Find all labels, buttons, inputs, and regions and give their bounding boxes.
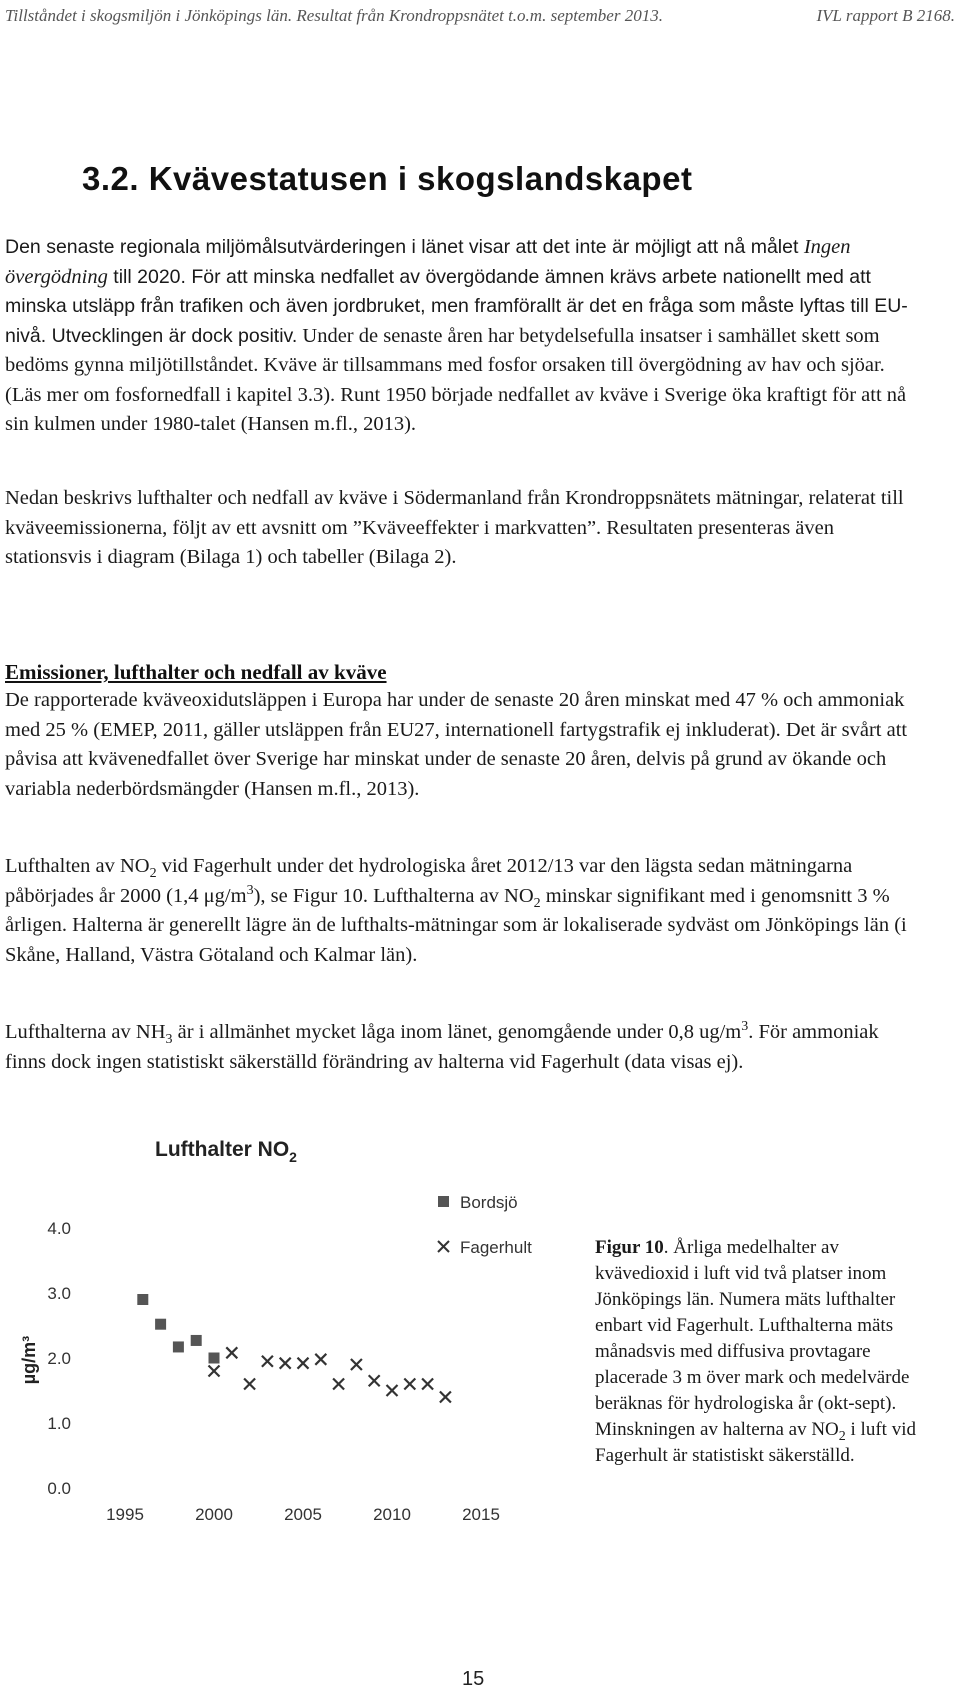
bordsjo-point bbox=[209, 1353, 220, 1364]
fagerhult-point bbox=[387, 1385, 398, 1396]
fagerhult-point bbox=[280, 1358, 291, 1369]
p5-sub1: 3 bbox=[165, 1032, 173, 1048]
paragraph-no2 bbox=[5, 852, 910, 970]
p5-b: är i allmänhet mycket låga inom länet, genomgående under 0,8 ug/m bbox=[172, 1021, 742, 1043]
y-axis-ticks bbox=[47, 1219, 71, 1498]
y-axis-label: µg/m³ bbox=[19, 1335, 39, 1385]
figure-caption bbox=[595, 1235, 925, 1469]
data-points bbox=[137, 1294, 451, 1403]
paragraph-intro-italic: Ingen övergödning bbox=[5, 236, 851, 288]
caption-text2: i luft vid Fagerhult är statistiskt säkerställd. bbox=[595, 1419, 916, 1466]
fagerhult-point bbox=[369, 1375, 380, 1386]
fagerhult-point bbox=[298, 1358, 309, 1369]
p5-sup1: 3 bbox=[741, 1019, 749, 1035]
caption-text: . Årliga medelhalter av kvävedioxid i luft vid två platser inom Jönköpings län. Numera mäts lufthalter enbart vid Fagerhult. Lufthalterna mäts månadsvis med diffusiva provtagare placerade 3 m över mark och medelvärde beräknas för hydrologiska år (okt-sept). Minskningen av halterna av NO bbox=[595, 1237, 910, 1440]
caption-sub: 2 bbox=[838, 1428, 846, 1444]
legend-x-marker bbox=[438, 1241, 449, 1252]
x-tick-label: 2015 bbox=[462, 1505, 500, 1524]
section-title: 3.2. Kvävestatusen i skogslandskapet bbox=[82, 160, 693, 197]
p4-c: ), se Figur 10. Lufthalterna av NO bbox=[253, 884, 534, 907]
fagerhult-point bbox=[244, 1379, 255, 1390]
y-tick-label: 2.0 bbox=[47, 1349, 71, 1368]
p4-sub1: 2 bbox=[149, 866, 157, 882]
x-tick-label: 2000 bbox=[195, 1505, 233, 1524]
paragraph-intro-c: Under de senaste åren har betydelsefulla insatser i samhället skett som bedöms gynna miljötillståndet. Kväve är tillsammans med fosfor orsaken till övergödning av hav och sjöar. (Läs mer om fosfornedfall i kapitel 3.3). Runt 1950 började nedfallet av kväve i Sverige öka kraftigt för att nå sin kulmen under 1980-talet (Hansen m.fl., 2013). bbox=[5, 324, 907, 435]
y-tick-label: 4.0 bbox=[47, 1219, 71, 1238]
bordsjo-point bbox=[155, 1319, 166, 1330]
bordsjo-point bbox=[173, 1341, 184, 1352]
paragraph-emissions: De rapporterade kväveoxidutsläppen i Europa har under de senaste 20 åren minskat med 47 % och ammoniak med 25 % (EMEP, 2011, gäller utsläppen från EU27, internationell fartygstrafik ej inkluderat). Det är svårt att påvisa att kvävenedfallet över Sverige har minskat under de senaste 20 åren, delvis på grund av ökande och variabla nederbördsmängder (Hansen m.fl., 2013). bbox=[5, 689, 908, 800]
y-tick-label: 3.0 bbox=[47, 1284, 71, 1303]
legend-label-fagerhult: Fagerhult bbox=[460, 1238, 532, 1257]
legend bbox=[438, 1193, 532, 1257]
fagerhult-point bbox=[422, 1379, 433, 1390]
fagerhult-point bbox=[404, 1379, 415, 1390]
fagerhult-point bbox=[226, 1347, 237, 1358]
p4-sub2: 2 bbox=[533, 895, 541, 911]
fagerhult-point bbox=[333, 1379, 344, 1390]
p4-d: minskar signifikant med i genomsnitt 3 % årligen. Halterna är generellt lägre än de lufthalts-mätningar som är lokaliserade sydväst om Jönköpings län (i Skåne, Halland, Västra Götaland och Kalmar län). bbox=[5, 884, 907, 966]
fagerhult-point bbox=[315, 1354, 326, 1365]
fagerhult-point bbox=[440, 1392, 451, 1403]
caption-label: Figur 10 bbox=[595, 1237, 664, 1258]
header-report-number: IVL rapport B 2168. bbox=[816, 6, 955, 25]
p5-a: Lufthalterna av NH bbox=[5, 1021, 166, 1043]
legend-square-marker bbox=[438, 1196, 449, 1207]
paragraph-nh3 bbox=[5, 1018, 910, 1077]
paragraph-intro-a: Den senaste regionala miljömålsutvärderingen i länet visar att det inte är möjligt att nå målet bbox=[5, 236, 804, 258]
p4-sup1: 3 bbox=[246, 882, 254, 898]
no2-chart bbox=[5, 1128, 570, 1528]
x-axis-ticks bbox=[106, 1505, 500, 1524]
legend-label-bordsjo: Bordsjö bbox=[460, 1193, 518, 1212]
p5-c: . För ammoniak finns dock ingen statistiskt säkerställd förändring av halterna vid Fagerhult (data visas ej). bbox=[5, 1021, 879, 1073]
x-tick-label: 1995 bbox=[106, 1505, 144, 1524]
fagerhult-point bbox=[209, 1366, 220, 1377]
running-header bbox=[5, 6, 955, 30]
bordsjo-point bbox=[137, 1294, 148, 1305]
header-title: Tillståndet i skogsmiljön i Jönköpings län. Resultat från Krondroppsnätet t.o.m. september 2013. bbox=[5, 6, 663, 25]
p4-b: vid Fagerhult under det hydrologiska året 2012/13 var den lägsta sedan mätningarna påbörjades år 2000 (1,4 μg/m bbox=[5, 855, 853, 907]
subheading-emissions: Emissioner, lufthalter och nedfall av kväve bbox=[5, 660, 387, 684]
y-tick-label: 0.0 bbox=[47, 1479, 71, 1498]
x-tick-label: 2005 bbox=[284, 1505, 322, 1524]
fagerhult-point bbox=[262, 1356, 273, 1367]
bordsjo-point bbox=[191, 1335, 202, 1346]
y-tick-label: 1.0 bbox=[47, 1414, 71, 1433]
p4-a: Lufthalten av NO bbox=[5, 855, 150, 877]
chart-title: Lufthalter $NO_2$ bbox=[155, 1138, 297, 1165]
page-number: 15 bbox=[462, 1668, 485, 1690]
paragraph-overview: Nedan beskrivs lufthalter och nedfall av kväve i Södermanland från Krondroppsnätets mätningar, relaterat till kväveemissionerna, följt av ett avsnitt om ”Kväveeffekter i markvatten”. Resultaten presenteras även stationsvis i diagram (Bilaga 1) och tabeller (Bilaga 2). bbox=[5, 487, 904, 568]
x-tick-label: 2010 bbox=[373, 1505, 411, 1524]
fagerhult-point bbox=[351, 1359, 362, 1370]
paragraph-intro-b: till 2020. För att minska nedfallet av övergödande ämnen krävs arbete nationellt med att minska utsläpp från trafiken och även jordbruket, men framförallt är det en fråga som måste lyftas till EU-nivå. Utvecklingen är dock positiv. bbox=[5, 265, 908, 347]
paragraph-intro bbox=[5, 233, 910, 440]
